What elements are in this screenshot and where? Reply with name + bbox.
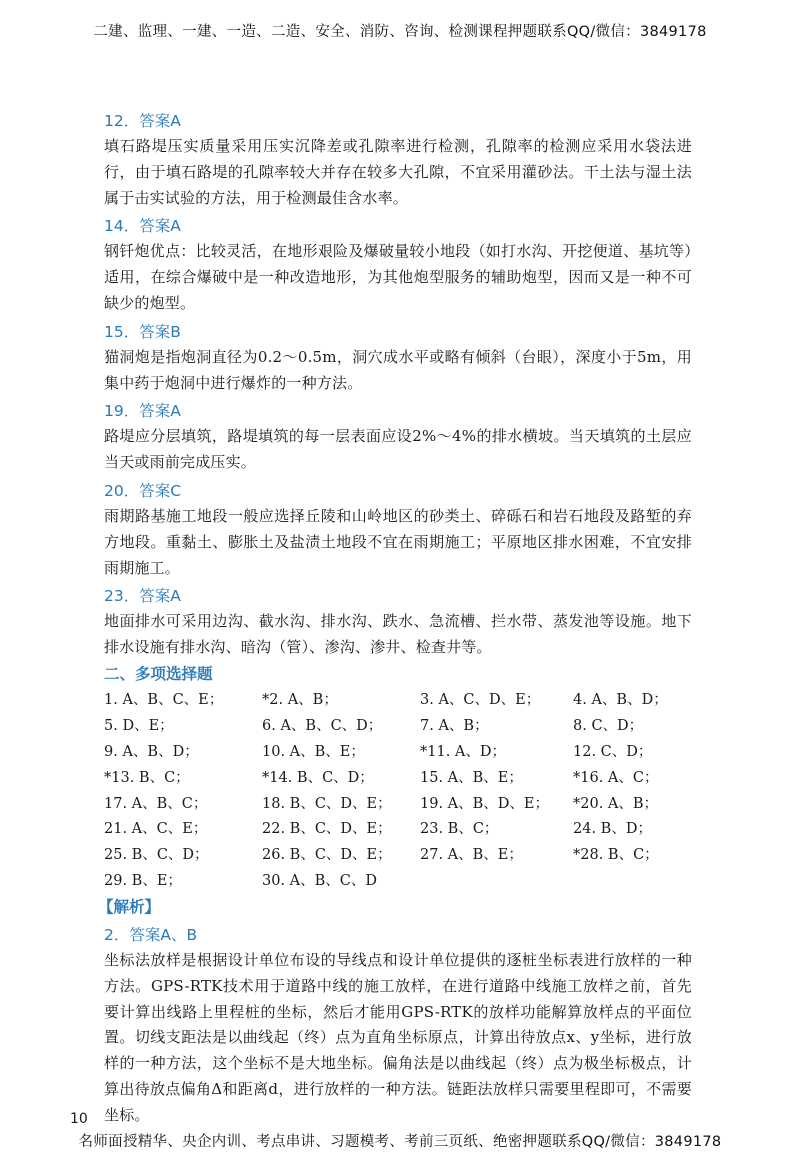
- multi-answer-item: 27. A、B、E；: [420, 847, 523, 864]
- answer-heading: 14．答案A: [104, 217, 181, 236]
- answer-block: [104, 319, 692, 397]
- section-title-multiple-choice: 二、多项选择题: [104, 664, 213, 683]
- answer-block: [104, 213, 692, 316]
- multi-answer-item: 26. B、C、D、E；: [262, 847, 392, 864]
- multi-answer-item: 1. A、B、C、E；: [104, 691, 224, 708]
- multi-answer-item: 9. A、B、D；: [104, 743, 199, 760]
- multi-answer-item: 18. B、C、D、E；: [262, 795, 392, 812]
- analysis-heading: 2．答案A、B: [104, 926, 198, 945]
- bottom-banner: 名师面授精华、央企内训、考点串讲、习题模考、考前三页纸、绝密押题联系QQ/微信：3849178: [78, 1134, 722, 1150]
- multi-answer-item: *14. B、C、D；: [262, 769, 374, 786]
- multi-answer-item: 17. A、B、C；: [104, 795, 208, 812]
- answer-block: [104, 398, 692, 476]
- page-content: [98, 106, 692, 1129]
- multi-answer-item: *11. A、D；: [420, 743, 507, 760]
- answer-heading: 20．答案C: [104, 481, 182, 500]
- top-banner: 二建、监理、一建、一造、二造、安全、消防、咨询、检测课程押题联系QQ/微信：3849178: [93, 24, 707, 40]
- answer-explanation: 雨期路基施工地段一般应选择丘陵和山岭地区的砂类土、碎砾石和岩石地段及路堑的弃方地段。重黏土、膨胀土及盐渍土地段不宜在雨期施工；平原地区排水困难，不宜安排雨期施工。: [104, 506, 692, 577]
- multi-answer-item: *28. B、C；: [573, 847, 659, 864]
- answer-explanation: 填石路堤压实质量采用压实沉降差或孔隙率进行检测，孔隙率的检测应采用水袋法进行，由于填石路堤的孔隙率较大并存在较多大孔隙，不宜采用灌砂法。干土法与湿土法属于击实试验的方法，用于检测最佳含水率。: [104, 137, 692, 207]
- multi-answer-item: 12. C、D；: [573, 743, 653, 760]
- analysis-explanation: 坐标法放样是根据设计单位布设的导线点和设计单位提供的逐桩坐标表进行放样的一种方法。GPS-RTK技术用于道路中线的施工放样，在进行道路中线施工放样之前，首先要计算出线路上里程桩的坐标，然后才能用GPS-RTK的放样功能解算放样点的平面位置。切线支距法是以曲线起（终）点为直角坐标原点，计算出待放点x、y坐标，进行放样的一种方法，这个坐标不是大地坐标。偏角法是以曲线起（终）点为极坐标极点，计算出待放点偏角Δ和距离d，进行放样的一种方法。链距法放样只需要里程即可，不需要坐标。: [104, 951, 692, 1124]
- multi-answer-item: 22. B、C、D、E；: [262, 821, 392, 838]
- multi-answer-item: [420, 869, 573, 895]
- answer-heading: 15．答案B: [104, 322, 181, 341]
- answer-heading: 23．答案A: [104, 587, 181, 606]
- answer-block: [104, 478, 692, 581]
- answer-heading: 19．答案A: [104, 402, 181, 421]
- analysis-title: 【解析】: [98, 898, 161, 917]
- multi-answer-item: *20. A、B；: [573, 795, 659, 812]
- multi-answer-item: 19. A、B、D、E；: [420, 795, 550, 812]
- multi-answer-item: 4. A、B、D；: [573, 691, 668, 708]
- multi-answer-item: *2. A、B；: [262, 691, 338, 708]
- answer-explanation: 钢钎炮优点：比较灵活，在地形艰险及爆破量较小地段（如打水沟、开挖便道、基坑等）适用，在综合爆破中是一种改造地形，为其他炮型服务的辅助炮型，因而又是一种不可缺少的炮型。: [104, 242, 692, 312]
- multi-answer-item: 5. D、E；: [104, 717, 174, 734]
- multi-answer-item: 6. A、B、C、D；: [262, 717, 383, 734]
- multi-answer-item: 30. A、B、C、D: [262, 873, 378, 890]
- multiple-choice-answer-grid: [104, 688, 692, 895]
- answer-block: [104, 108, 692, 211]
- answer-block: [104, 583, 692, 661]
- multi-answer-item: 21. A、C、E；: [104, 821, 208, 838]
- multi-answer-item: 8. C、D；: [573, 717, 644, 734]
- answer-explanation: 猫洞炮是指炮洞直径为0.2～0.5m，洞穴成水平或略有倾斜（台眼），深度小于5m，用集中药于炮洞中进行爆炸的一种方法。: [104, 347, 692, 392]
- multi-answer-item: 7. A、B；: [420, 717, 489, 734]
- multi-answer-item: 23. B、C；: [420, 821, 499, 838]
- multi-answer-item: 3. A、C、D、E；: [420, 691, 541, 708]
- multi-answer-item: 24. B、D；: [573, 821, 652, 838]
- answer-explanation: 地面排水可采用边沟、截水沟、排水沟、跌水、急流槽、拦水带、蒸发池等设施。地下排水设施有排水沟、暗沟（管）、渗沟、渗井、检查井等。: [104, 612, 692, 657]
- answer-heading: 12．答案A: [104, 112, 181, 130]
- multi-answer-item: 25. B、C、D；: [104, 847, 209, 864]
- multi-answer-item: 10. A、B、E；: [262, 743, 365, 760]
- multi-answer-item: 29. B、E；: [104, 873, 182, 890]
- page-number: 10: [70, 1111, 88, 1127]
- multi-answer-item: [573, 869, 692, 895]
- multi-answer-item: 15. A、B、E；: [420, 769, 523, 786]
- multi-answer-item: *13. B、C；: [104, 769, 190, 786]
- multi-answer-item: *16. A、C；: [573, 769, 659, 786]
- answer-explanation: 路堤应分层填筑，路堤填筑的每一层表面应设2%～4%的排水横坡。当天填筑的土层应当天或雨前完成压实。: [104, 427, 692, 472]
